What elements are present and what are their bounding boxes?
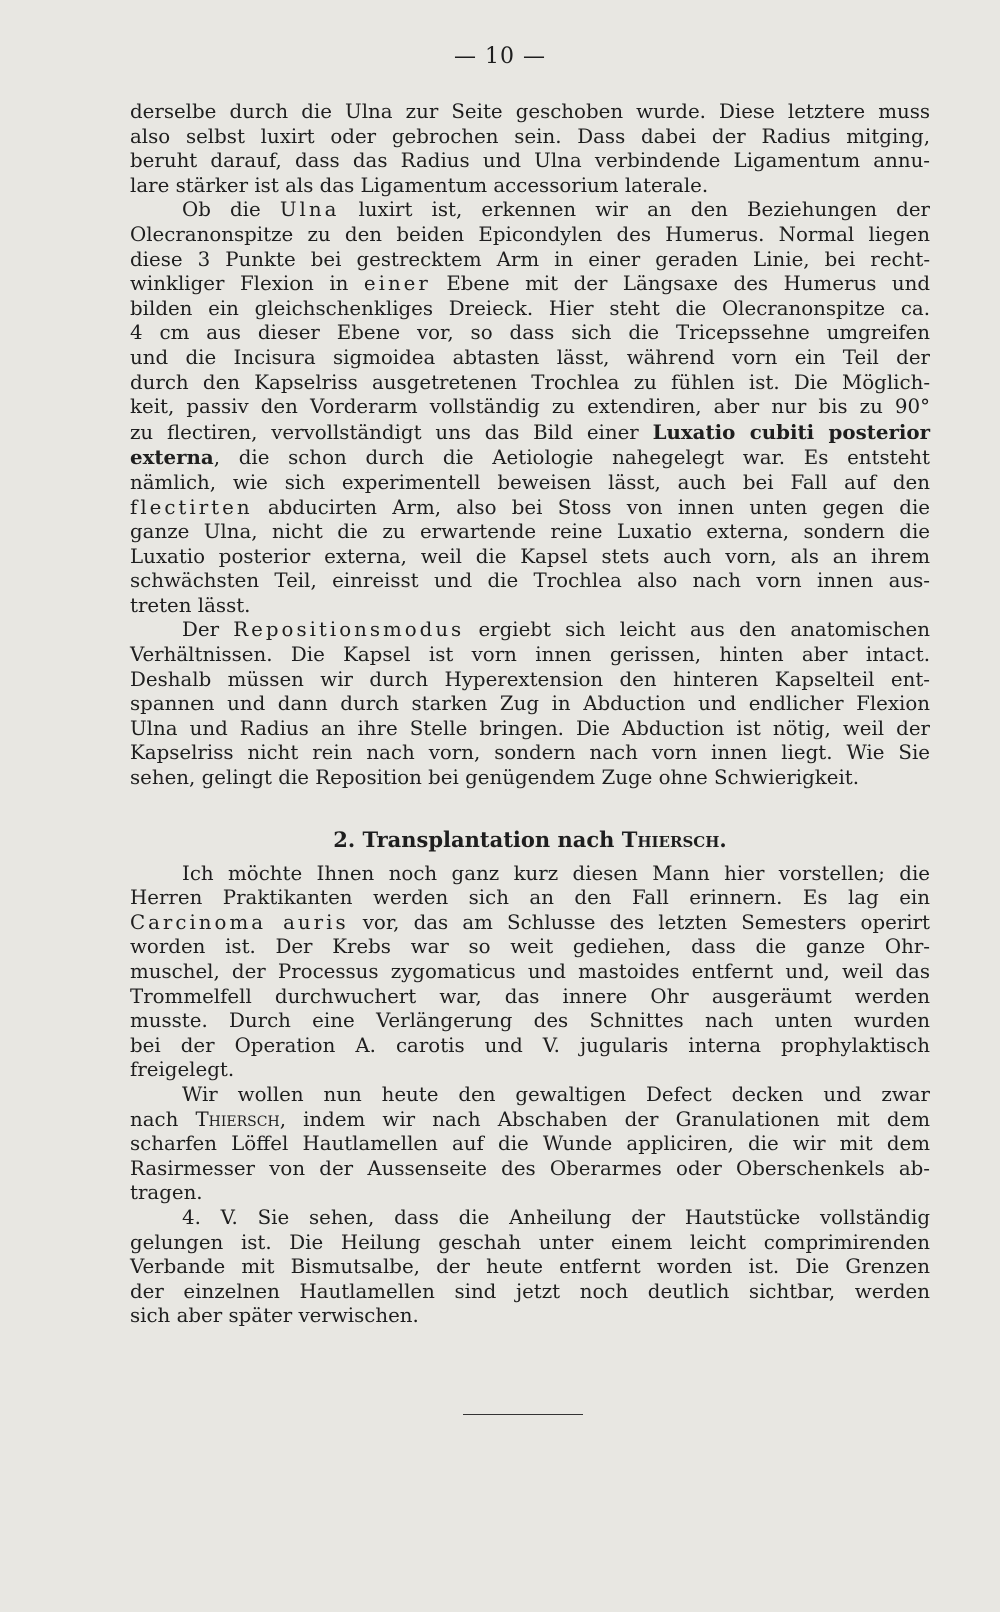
section-heading: 2. Transplantation nach Thiersch. xyxy=(333,826,727,852)
text-line: 4 cm aus dieser Ebene vor, so dass sich die Tricepssehne umgreifen xyxy=(130,321,930,345)
author-name: Thiersch. xyxy=(621,826,727,852)
text-line: Trommelfell durchwuchert war, das innere Ohr ausgeräumt werden xyxy=(130,984,930,1008)
page-number: — 10 — xyxy=(454,44,546,69)
text-line: Der Repositionsmodus ergiebt sich leicht aus den anatomischen xyxy=(182,618,930,642)
paragraph-4 xyxy=(130,862,930,1083)
text-line: lare stärker ist als das Ligamentum accessorium laterale. xyxy=(130,173,709,197)
text-line: freigelegt. xyxy=(130,1058,235,1082)
text-line: Luxatio posterior externa, weil die Kapsel stets auch vorn, als an ihrem xyxy=(130,544,930,568)
text-line: gelungen ist. Die Heilung geschah unter einem leicht comprimirenden xyxy=(130,1230,930,1254)
text-line: treten lässt. xyxy=(130,593,251,617)
text-line: tragen. xyxy=(130,1181,203,1205)
text-line: spannen und dann durch starken Zug in Abduction und endlicher Flexion xyxy=(130,692,930,716)
spaced-term: einer xyxy=(363,272,431,296)
paragraph-6 xyxy=(130,1206,930,1329)
spaced-term: Carcinoma auris xyxy=(130,910,349,934)
text-line: Ich möchte Ihnen noch ganz kurz diesen Mann hier vorstellen; die xyxy=(182,861,930,885)
text-line: sich aber später verwischen. xyxy=(130,1304,419,1328)
spaced-term: flectirten xyxy=(130,495,253,519)
text-line: schwächsten Teil, einreisst und die Trochlea also nach vorn innen aus- xyxy=(130,569,930,593)
end-rule xyxy=(463,1414,583,1415)
text-line: Herren Praktikanten werden sich an den Fall erinnern. Es lag ein xyxy=(130,886,930,910)
text-line: Wir wollen nun heute den gewaltigen Defect decken und zwar xyxy=(182,1082,930,1106)
text-line: 4. V. Sie sehen, dass die Anheilung der Hautstücke vollständig xyxy=(182,1205,930,1229)
text-line: muschel, der Processus zygomaticus und mastoides entfernt und, weil das xyxy=(130,960,930,983)
text-line: durch den Kapselriss ausgetretenen Trochlea zu fühlen ist. Die Möglich- xyxy=(130,370,930,394)
text-line: worden ist. Der Krebs war so weit gediehen, dass die ganze Ohr- xyxy=(130,935,930,959)
text-line: Carcinoma auris vor, das am Schlusse des letzten Semesters operirt xyxy=(130,910,930,934)
text-line: Olecranonspitze zu den beiden Epicondylen des Humerus. Normal liegen xyxy=(130,222,930,246)
text-line: nämlich, wie sich experimentell beweisen lässt, auch bei Fall auf den xyxy=(130,470,930,494)
bold-term: externa xyxy=(130,445,214,470)
text-line: Verbande mit Bismutsalbe, der heute entfernt worden ist. Die Grenzen xyxy=(130,1255,930,1279)
author-name: Thiersch xyxy=(195,1107,280,1131)
text-line: flectirten abducirten Arm, also bei Stoss von innen unten gegen die xyxy=(130,495,930,519)
spaced-term: Ulna xyxy=(279,198,340,222)
text-line: Rasirmesser von der Aussenseite des Oberarmes oder Oberschenkels ab- xyxy=(130,1156,930,1180)
text-line: Kapselriss nicht rein nach vorn, sondern nach vorn innen liegt. Wie Sie xyxy=(130,741,930,765)
text-line: externa, die schon durch die Aetiologie nahegelegt war. Es entsteht xyxy=(130,445,930,470)
text-line: sehen, gelingt die Reposition bei genügendem Zuge ohne Schwierigkeit. xyxy=(130,766,860,790)
text-line: zu flectiren, vervollständigt uns das Bild einer Luxatio cubiti posterior xyxy=(130,419,930,444)
text-line: derselbe durch die Ulna zur Seite geschoben wurde. Diese letztere muss xyxy=(130,100,930,123)
text-line: scharfen Löffel Hautlamellen auf die Wunde appliciren, die wir mit dem xyxy=(130,1132,930,1156)
paragraph-3 xyxy=(130,618,930,790)
paragraph-1 xyxy=(130,100,930,198)
text-line: musste. Durch eine Verlängerung des Schnittes nach unten wurden xyxy=(130,1009,930,1033)
text-line: nach Thiersch, indem wir nach Abschaben der Granulationen mit dem xyxy=(130,1107,930,1131)
text-line: Ob die Ulna luxirt ist, erkennen wir an den Beziehungen der xyxy=(182,198,930,222)
text-line: also selbst luxirt oder gebrochen sein. Dass dabei der Radius mitging, xyxy=(130,124,930,148)
spaced-term: Repositionsmodus xyxy=(233,618,465,642)
text-line: Ulna und Radius an ihre Stelle bringen. Die Abduction ist nötig, weil der xyxy=(130,716,930,740)
text-line: bei der Operation A. carotis und V. jugularis interna prophylaktisch xyxy=(130,1033,930,1057)
text-line: und die Incisura sigmoidea abtasten lässt, während vorn ein Teil der xyxy=(130,345,930,369)
text-line: Deshalb müssen wir durch Hyperextension den hinteren Kapselteil ent- xyxy=(130,667,930,691)
text-line: diese 3 Punkte bei gestrecktem Arm in einer geraden Linie, bei recht- xyxy=(130,247,930,271)
paragraph-2 xyxy=(130,198,930,618)
text-line: winkliger Flexion in einer Ebene mit der Längsaxe des Humerus und xyxy=(130,272,930,296)
text-line: bilden ein gleichschenkliges Dreieck. Hier steht die Olecranonspitze ca. xyxy=(130,296,930,320)
text-line: keit, passiv den Vorderarm vollständig zu extendiren, aber nur bis zu 90° xyxy=(130,395,930,419)
text-line: beruht darauf, dass das Radius und Ulna verbindende Ligamentum annu- xyxy=(130,149,930,173)
text-line: der einzelnen Hautlamellen sind jetzt noch deutlich sichtbar, werden xyxy=(130,1279,930,1303)
bold-term: Luxatio cubiti posterior xyxy=(652,419,930,444)
paragraph-5 xyxy=(130,1083,930,1206)
text-line: ganze Ulna, nicht die zu erwartende reine Luxatio externa, sondern die xyxy=(130,520,930,544)
text-line: Verhältnissen. Die Kapsel ist vorn innen gerissen, hinten aber intact. xyxy=(130,643,930,667)
page-body xyxy=(130,100,930,1329)
